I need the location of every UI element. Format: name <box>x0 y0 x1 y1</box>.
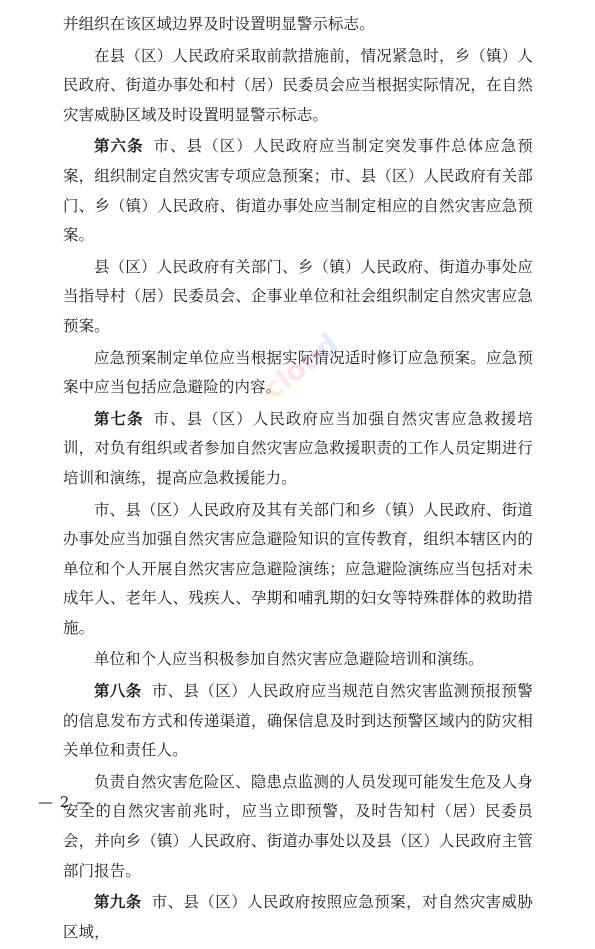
article-paragraph <box>63 132 533 250</box>
article-text: 市、县（区）人民政府应当规范自然灾害监测预报预警的信息发布方式和传递渠道，确保信息及时到达预警区域内的防灾相关单位和责任人。 <box>63 682 533 760</box>
watermark-logo: cloud <box>256 327 345 406</box>
article-paragraph <box>63 888 533 947</box>
article-paragraph <box>63 677 533 766</box>
paragraph: 县（区）人民政府有关部门、乡（镇）人民政府、街道办事处应当指导村（居）民委员会、企事业单位和社会组织制定自然灾害应急预案。 <box>63 257 533 335</box>
document-body <box>63 10 533 949</box>
paragraph: 市、县（区）人民政府及其有关部门和乡（镇）人民政府、街道办事处应当加强自然灾害应急避险知识的宣传教育，组织本辖区内的单位和个人开展自然灾害应急避险演练；应急避险演练应当包括对未成年人、老年人、残疾人、孕期和哺乳期的妇女等特殊群体的救助措施。 <box>63 500 533 637</box>
paragraph: 在县（区）人民政府采取前款措施前，情况紧急时，乡（镇）人民政府、街道办事处和村（居）民委员会应当根据实际情况，在自然灾害威胁区域及时设置明显警示标志。 <box>63 46 533 124</box>
article-number: 第九条 <box>94 893 142 912</box>
article-paragraph <box>63 405 533 494</box>
article-number: 第八条 <box>94 682 142 701</box>
article-text: 市、县（区）人民政府按照应急预案，对自然灾害威胁区域， <box>63 893 533 941</box>
paragraph: 单位和个人应当积极参加自然灾害应急避险培训和演练。 <box>94 650 484 669</box>
article-text: 市、县（区）人民政府应当加强自然灾害应急救援培训，对负有组织或者参加自然灾害应急救援职责的工作人员定期进行培训和演练，提高应急救援能力。 <box>63 409 533 487</box>
article-text: 市、县（区）人民政府应当制定突发事件总体应急预案，组织制定自然灾害专项应急预案；市、县（区）人民政府有关部门、乡（镇）人民政府、街道办事处应当制定相应的自然灾害应急预案。 <box>63 137 533 245</box>
paragraph: 负责自然灾害危险区、隐患点监测的人员发现可能发生危及人身安全的自然灾害前兆时，应当立即预警，及时告知村（居）民委员会，并向乡（镇）人民政府、街道办事处以及县（区）人民政府主管部门报告。 <box>63 772 533 880</box>
paragraph-continuation: 并组织在该区域边界及时设置明显警示标志。 <box>63 15 375 33</box>
page-number: — 2 — <box>38 793 93 811</box>
article-number: 第七条 <box>94 409 144 428</box>
paragraph: 应急预案制定单位应当根据实际情况适时修订应急预案。应急预案中应当包括应急避险的内容。 <box>63 348 533 397</box>
article-number: 第六条 <box>94 137 144 156</box>
